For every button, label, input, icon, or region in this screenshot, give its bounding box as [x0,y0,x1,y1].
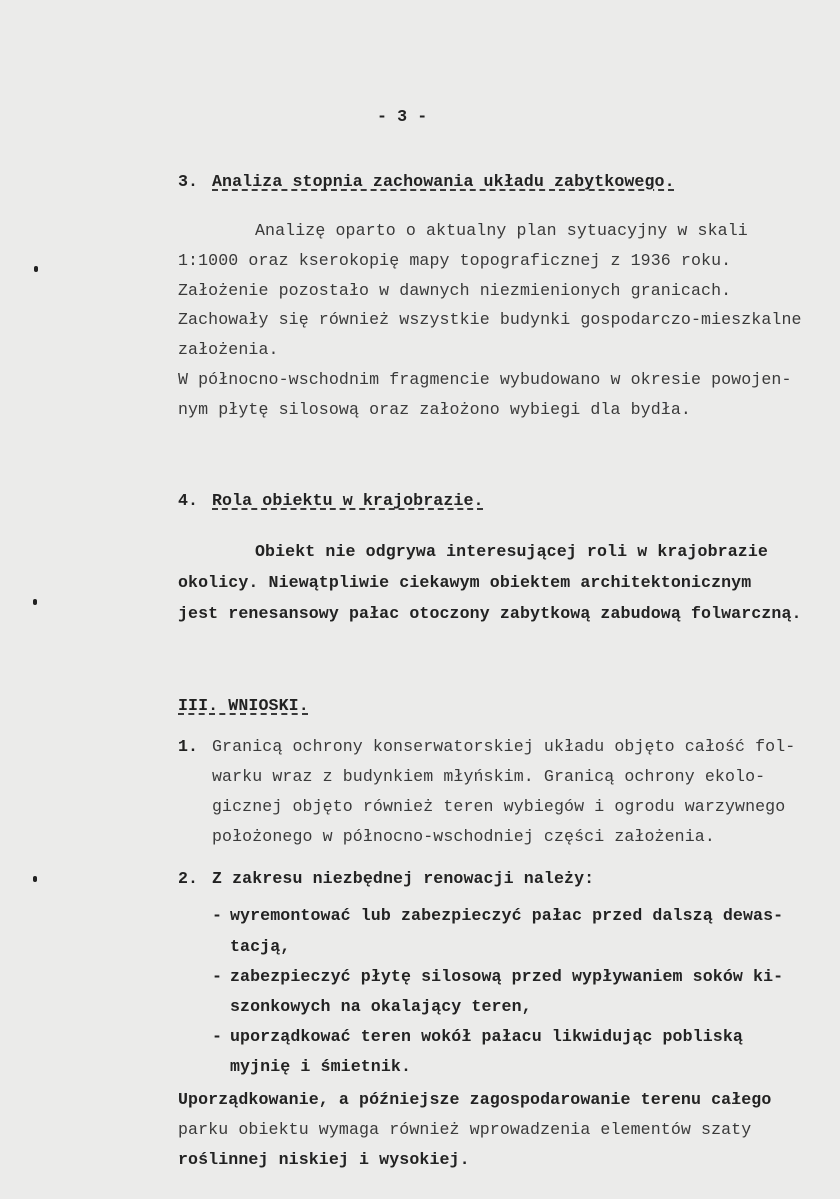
section-4-number: 4. [178,491,199,510]
bullet-line: tacją, [230,937,291,956]
paragraph-line: W północno-wschodnim fragmencie wybudowano w okresie powojen- [178,370,792,389]
paragraph-line: jest renesansowy pałac otoczony zabytkową zabudową folwarczną. [178,604,802,623]
paragraph-line: Zachowały się również wszystkie budynki gospodarczo-mieszkalne [178,310,802,329]
bullet-mark: - [212,906,223,925]
bullet-mark: - [212,1027,223,1046]
item-2-intro: Z zakresu niezbędnej renowacji należy: [212,869,595,888]
item-1-line: gicznej objęto również teren wybiegów i ogrodu warzywnego [212,797,786,816]
item-1-line: położonego w północno-wschodniej części założenia. [212,827,715,846]
section-3-heading: Analiza stopnia zachowania układu zabytkowego. [212,172,675,191]
bullet-line: zabezpieczyć płytę silosową przed wypływaniem soków ki- [230,967,784,986]
paragraph-line: Analizę oparto o aktualny plan sytuacyjny w skali [255,221,748,240]
paragraph-line: założenia. [178,340,279,359]
paragraph-line: nym płytę silosową oraz założono wybiegi dla bydła. [178,400,691,419]
bullet-line: wyremontować lub zabezpieczyć pałac przed dalszą dewas- [230,906,784,925]
section-4-heading: Rola obiektu w krajobrazie. [212,491,484,510]
conclusions-heading: III. WNIOSKI. [178,696,309,715]
section-3-number: 3. [178,172,199,191]
item-2-number: 2. [178,869,199,888]
punch-mark [33,876,37,882]
paragraph-line: 1:1000 oraz kserokopię mapy topograficznej z 1936 roku. [178,251,732,270]
paragraph-line: Obiekt nie odgrywa interesującej roli w krajobrazie [255,542,768,561]
bullet-line: szonkowych na okalający teren, [230,997,532,1016]
bullet-line: myjnię i śmietnik. [230,1057,412,1076]
punch-mark [34,266,38,272]
page-number: - 3 - [377,107,428,126]
paragraph-line: okolicy. Niewątpliwie ciekawym obiektem architektonicznym [178,573,752,592]
item-1-number: 1. [178,737,199,756]
punch-mark [33,599,37,605]
paragraph-line: Założenie pozostało w dawnych niezmienionych granicach. [178,281,732,300]
bullet-line: uporządkować teren wokół pałacu likwidując pobliską [230,1027,743,1046]
bullet-mark: - [212,967,223,986]
closing-line: roślinnej niskiej i wysokiej. [178,1150,470,1169]
item-1-line: warku wraz z budynkiem młyńskim. Granicą ochrony ekolo- [212,767,766,786]
closing-line: Uporządkowanie, a późniejsze zagospodarowanie terenu całego [178,1090,772,1109]
item-1-line: Granicą ochrony konserwatorskiej układu objęto całość fol- [212,737,796,756]
closing-line: parku obiektu wymaga również wprowadzenia elementów szaty [178,1120,752,1139]
